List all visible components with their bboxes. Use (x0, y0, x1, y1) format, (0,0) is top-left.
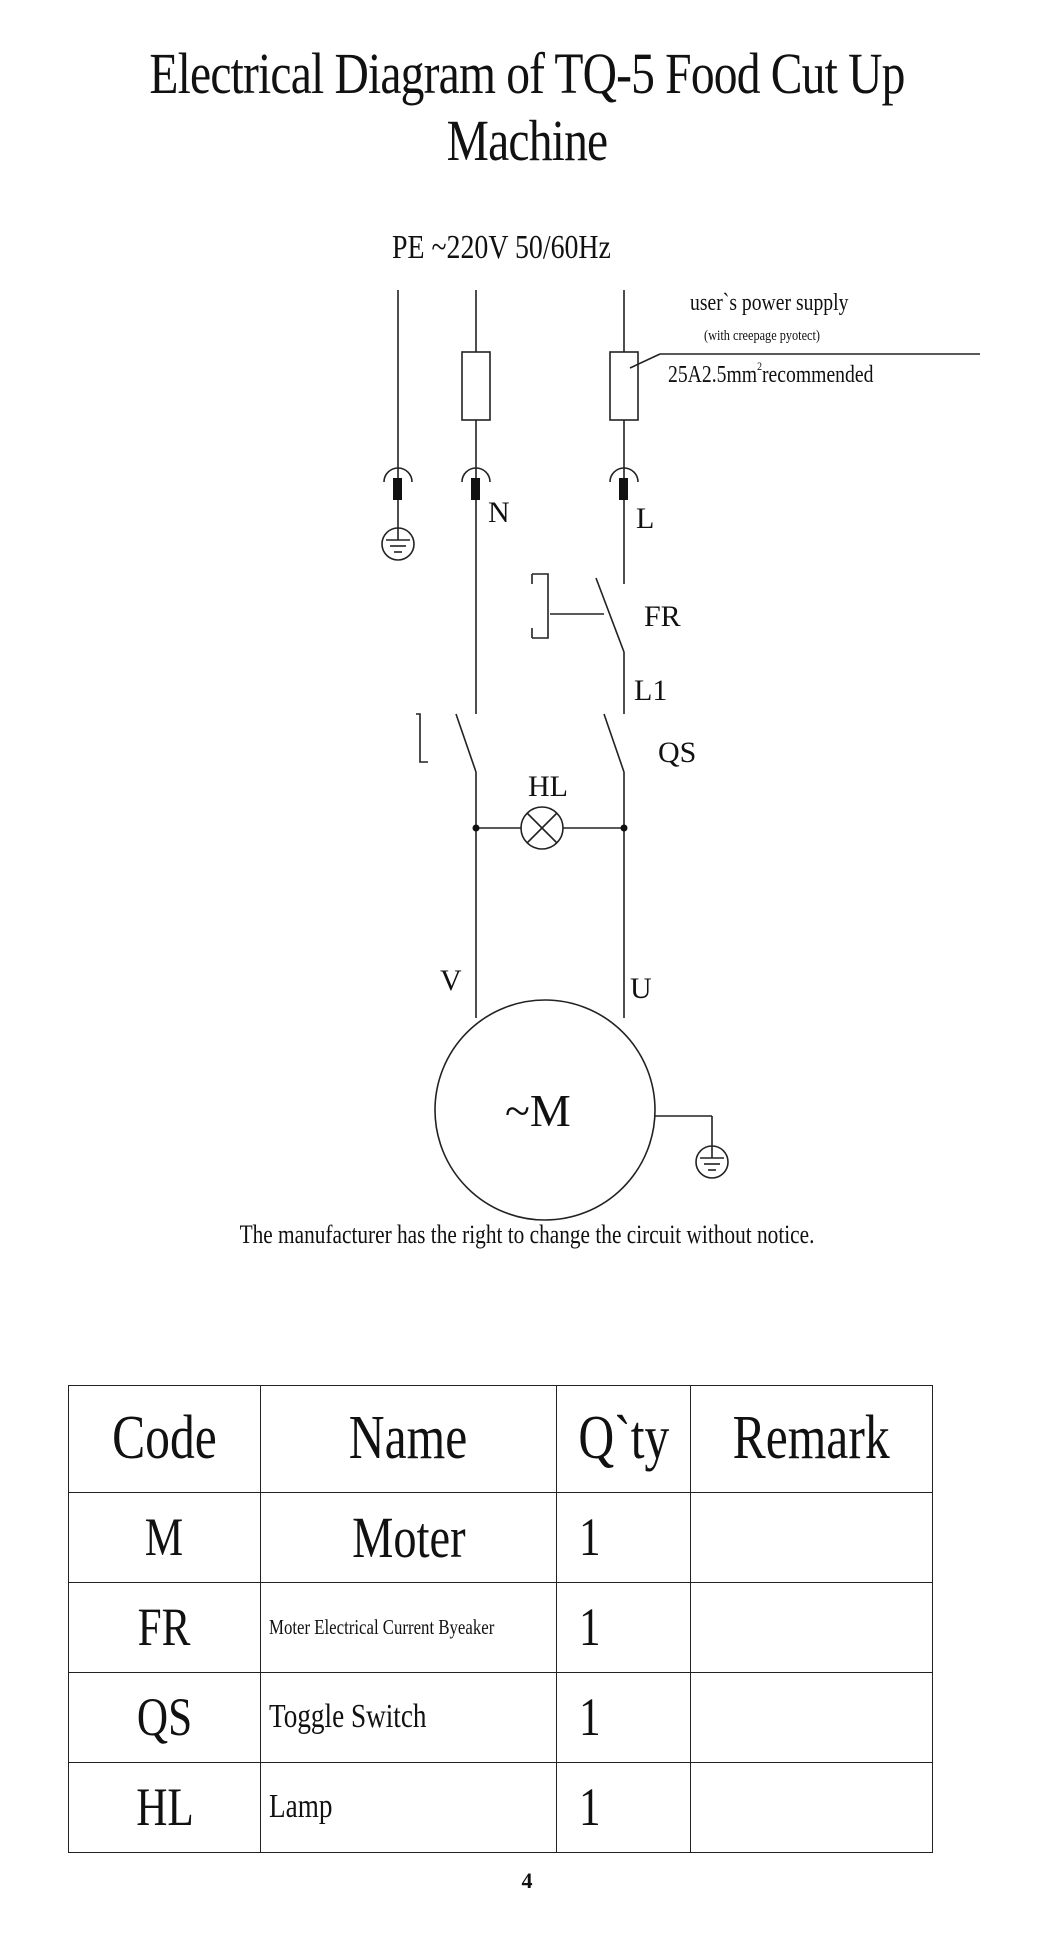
table-row (69, 1762, 933, 1852)
header-code: Code (69, 1386, 261, 1493)
user-supply-label: user`s power supply (690, 288, 849, 316)
fr-thermal (532, 574, 548, 638)
creepage-label: (with creepage pyotect) (704, 326, 820, 344)
label-u: U (630, 972, 652, 1005)
label-l: L (636, 502, 655, 535)
label-hl: HL (528, 770, 568, 803)
row-name: Lamp (261, 1762, 557, 1852)
supply-leader (630, 354, 660, 368)
qs-contact-left (456, 714, 476, 772)
row-remark (691, 1672, 933, 1762)
label-v: V (440, 964, 462, 997)
row-qty: 1 (557, 1762, 691, 1852)
row-remark (691, 1762, 933, 1852)
row-remark (691, 1492, 933, 1582)
l-fuse (610, 352, 638, 420)
table-row (69, 1492, 933, 1582)
supply-label: PE ~220V 50/60Hz (392, 227, 611, 266)
row-qty: 1 (557, 1582, 691, 1672)
row-name: Toggle Switch (261, 1672, 557, 1762)
table-row (69, 1672, 933, 1762)
fr-contact (596, 578, 624, 652)
qs-contact-right (604, 714, 624, 772)
row-name: Moter Electrical Current Byeaker (261, 1582, 557, 1672)
qs-handle (416, 714, 428, 762)
row-name: Moter (261, 1492, 557, 1582)
row-code: QS (69, 1672, 261, 1762)
header-remark: Remark (691, 1386, 933, 1493)
label-fr: FR (644, 600, 681, 633)
row-remark (691, 1582, 933, 1672)
header-name: Name (261, 1386, 557, 1493)
recommended-label: $25A2.5mm^2recommended$ (668, 360, 874, 388)
label-qs: QS (658, 736, 697, 769)
row-code: M (69, 1492, 261, 1582)
n-fuse (462, 352, 490, 420)
motor-label: ~M (505, 1085, 571, 1136)
row-qty: 1 (557, 1492, 691, 1582)
header-qty: Q`ty (557, 1386, 691, 1493)
row-code: FR (69, 1582, 261, 1672)
table-header-row (69, 1386, 933, 1493)
parts-table (68, 1385, 933, 1853)
row-code: HL (69, 1762, 261, 1852)
circuit-notice: The manufacturer has the right to change the circuit without notice. (239, 1220, 815, 1249)
row-qty: 1 (557, 1672, 691, 1762)
label-n: N (488, 496, 510, 529)
page-title: Electrical Diagram of TQ-5 Food Cut Up Machine (149, 41, 905, 173)
label-l1: L1 (634, 674, 668, 707)
page-number: 4 (521, 1868, 533, 1893)
table-row (69, 1582, 933, 1672)
